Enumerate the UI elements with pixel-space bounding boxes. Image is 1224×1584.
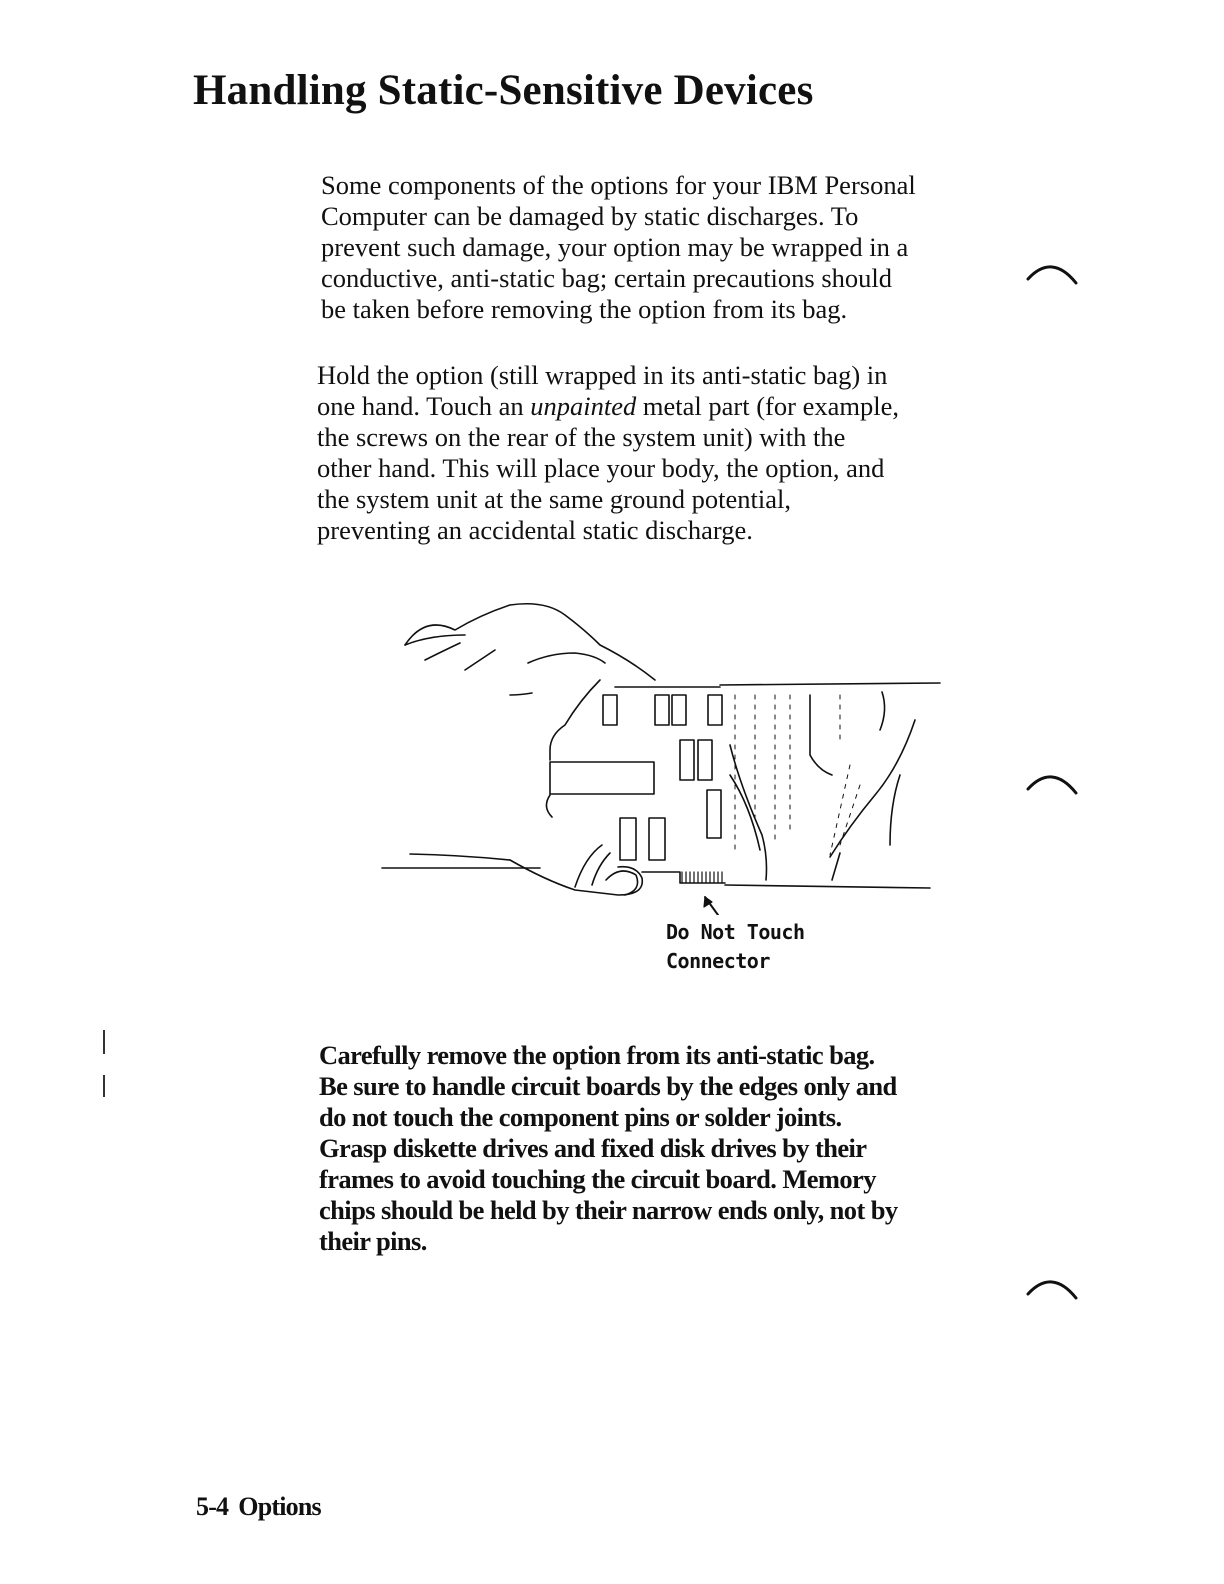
page-title: Handling Static-Sensitive Devices — [193, 67, 814, 114]
finger-outline — [405, 635, 465, 645]
chip — [655, 695, 669, 725]
page-number: 5-4 — [196, 1492, 229, 1521]
chip — [680, 740, 694, 780]
paragraph-line: do not touch the component pins or solder joints. — [319, 1102, 842, 1132]
paragraph-line: Grasp diskette drives and fixed disk drives by their — [319, 1133, 867, 1163]
page-footer — [196, 1492, 321, 1522]
binder-tab-mark — [1022, 255, 1082, 289]
card-bottom-edge — [642, 872, 725, 883]
paragraph-line: Be sure to handle circuit boards by the edges only and — [319, 1071, 897, 1101]
chip — [550, 762, 654, 794]
paragraph-line: prevent such damage, your option may be wrapped in a — [321, 232, 909, 262]
caption-line: Do Not Touch — [666, 920, 805, 944]
revision-bar — [103, 1075, 105, 1097]
thumb-nail — [606, 871, 638, 895]
paragraph-line: Some components of the options for your IBM Personal — [321, 170, 916, 200]
intro-paragraph — [321, 170, 916, 325]
paragraph-line: conductive, anti-static bag; certain precautions should — [321, 263, 893, 293]
finger-outline — [550, 680, 600, 760]
bag-outline — [720, 683, 940, 685]
palm-outline — [546, 795, 552, 817]
paragraph-line: other hand. This will place your body, the option, and — [317, 453, 885, 483]
thumb-outline — [510, 860, 642, 895]
paragraph-line: their pins. — [319, 1226, 427, 1256]
paragraph-line: Hold the option (still wrapped in its anti-static bag) in — [317, 360, 888, 390]
chip — [672, 695, 686, 725]
paragraph-line: Carefully remove the option from its anti-static bag. — [319, 1040, 875, 1070]
chip — [708, 695, 722, 725]
paragraph-line: the system unit at the same ground potential, — [317, 484, 791, 514]
finger-outline — [425, 643, 460, 660]
grounding-paragraph — [317, 360, 899, 546]
figure-caption — [666, 918, 805, 976]
footer-section: Options — [238, 1492, 321, 1521]
paragraph-line: frames to avoid touching the circuit board. Memory — [319, 1164, 876, 1194]
hand-holding-card-illustration — [370, 595, 950, 915]
emphasis-text: unpainted — [530, 391, 637, 421]
paragraph-line: Computer can be damaged by static discharges. To — [321, 201, 859, 231]
revision-bar — [103, 1030, 105, 1054]
binder-tab-mark — [1022, 765, 1082, 799]
text-run: metal part (for example, — [636, 391, 899, 421]
handling-paragraph — [319, 1040, 898, 1257]
caption-line: Connector — [666, 949, 770, 973]
finger-outline — [465, 650, 495, 670]
paragraph-line: the screws on the rear of the system unit) with the — [317, 422, 846, 452]
chip — [707, 790, 721, 838]
finger-outline — [405, 604, 655, 680]
surface-line — [410, 854, 510, 860]
chip — [603, 695, 617, 725]
binder-tab-mark — [1022, 1270, 1082, 1304]
paragraph-line: be taken before removing the option from its bag. — [321, 294, 848, 324]
chip — [649, 818, 665, 860]
bag-fold — [890, 775, 900, 845]
chip — [698, 740, 712, 780]
paragraph-line: chips should be held by their narrow ends only, not by — [319, 1195, 898, 1225]
finger-outline — [510, 693, 532, 695]
bag-outline — [725, 885, 930, 888]
bag-texture — [735, 695, 860, 855]
paragraph-line: preventing an accidental static discharge. — [317, 515, 753, 545]
thumb-crease — [575, 845, 602, 887]
bag-fold — [880, 692, 885, 730]
chip — [620, 818, 636, 860]
bag-fold — [810, 695, 832, 775]
paragraph-line — [317, 391, 899, 422]
bag-fold — [832, 853, 840, 880]
text-run: one hand. Touch an — [317, 391, 531, 421]
thumb-crease — [592, 853, 610, 885]
finger-outline — [528, 653, 605, 663]
edge-connector — [682, 872, 722, 883]
